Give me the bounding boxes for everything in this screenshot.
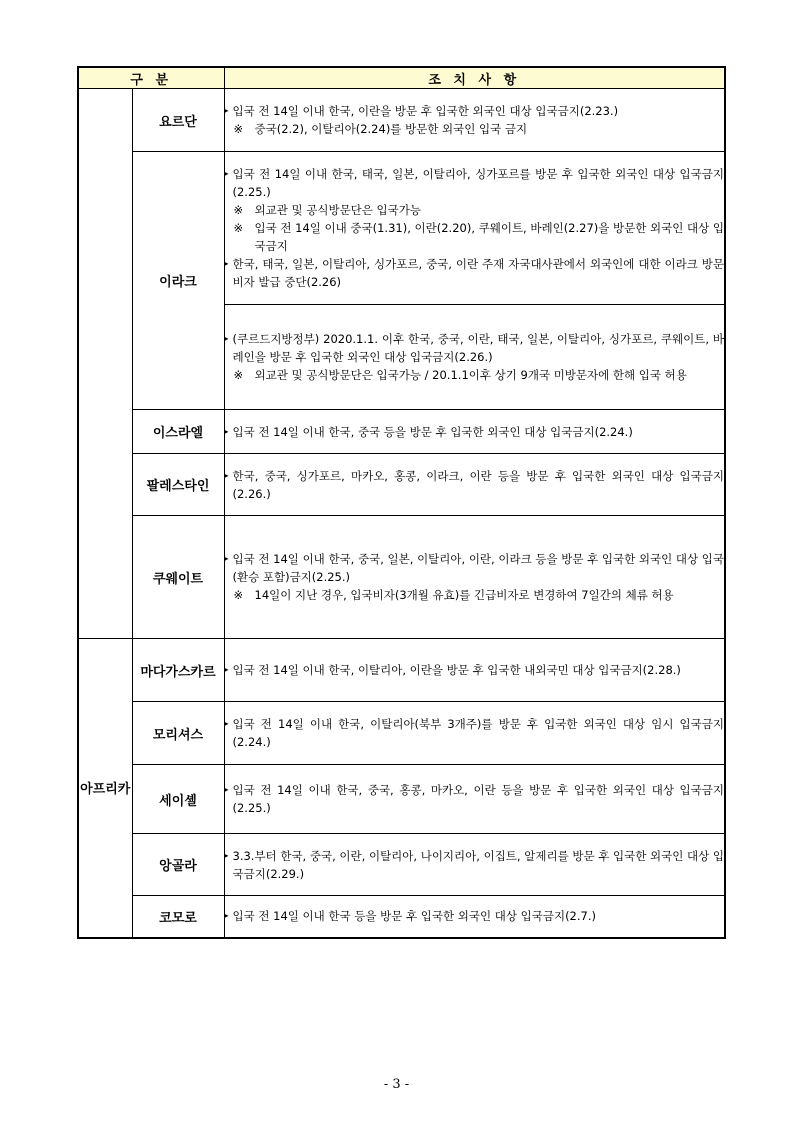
bullet-arrow-icon: ▸ — [224, 169, 229, 178]
measure-text: 입국 전 14일 이내 한국, 이탈리아(북부 3개주)를 방문 후 입국한 외국인 대상 임시 입국금지(2.24.) — [232, 717, 724, 749]
measure-bullet-item — [225, 165, 725, 201]
measure-text: 한국, 태국, 일본, 이탈리아, 싱가포르, 중국, 이란 주재 자국대사관에서 외국인에 대한 이라크 방문비자 발급 중단(2.26) — [232, 257, 724, 289]
measure-jordan — [224, 89, 725, 152]
measure-text: 입국 전 14일 이내 한국, 중국 등을 방문 후 입국한 외국인 대상 입국금지(2.24.) — [232, 424, 633, 439]
measure-text: 외교관 및 공식방문단은 입국가능 / 20.1.1이후 상기 9개국 미방문자에 한해 입국 허용 — [254, 368, 687, 382]
country-palestine: 팔레스타인 — [132, 454, 224, 516]
measure-angola — [224, 834, 725, 896]
measure-text: 입국 전 14일 이내 중국(1.31), 이란(2.20), 쿠웨이트, 바레인(2.27)을 방문한 외국인 대상 입국금지 — [254, 221, 724, 253]
measure-bullet-item — [225, 907, 725, 925]
measure-note-item — [225, 219, 725, 255]
table-row — [78, 516, 725, 639]
measure-bullet-item — [225, 467, 725, 503]
measure-text: 14일이 지난 경우, 입국비자(3개월 유효)를 긴급비자로 변경하여 7일간의 체류 허용 — [254, 588, 674, 602]
bullet-arrow-icon: ▸ — [224, 259, 229, 268]
country-israel: 이스라엘 — [132, 410, 224, 454]
reference-mark-icon: ※ — [233, 221, 244, 235]
country-seychelles: 세이셸 — [132, 765, 224, 834]
reference-mark-icon: ※ — [233, 368, 244, 382]
table-row — [78, 89, 725, 152]
measure-bullet-item — [225, 847, 725, 883]
country-jordan: 요르단 — [132, 89, 224, 152]
measure-mauritius — [224, 702, 725, 765]
table-row — [78, 834, 725, 896]
table-row — [78, 896, 725, 938]
reference-mark-icon: ※ — [233, 588, 244, 602]
measure-iraq-1 — [224, 152, 725, 305]
measure-text: (쿠르드지방정부) 2020.1.1. 이후 한국, 중국, 이란, 태국, 일본, 이탈리아, 싱가포르, 쿠웨이트, 바레인을 방문 후 입국한 외국인 대상 입국금지(2.26.) — [232, 332, 724, 364]
measure-bullet-item — [225, 661, 725, 679]
measure-iraq-2 — [224, 305, 725, 410]
measure-bullet-item — [225, 330, 725, 366]
region-cell-middle-east — [78, 89, 132, 639]
country-angola: 앙골라 — [132, 834, 224, 896]
measure-bullet-item — [225, 255, 725, 291]
measure-note-item — [225, 120, 725, 138]
country-kuwait: 쿠웨이트 — [132, 516, 224, 639]
measure-bullet-item — [225, 550, 725, 586]
bullet-arrow-icon: ▸ — [224, 850, 229, 860]
bullet-arrow-icon: ▸ — [224, 719, 229, 728]
measure-text: 한국, 중국, 싱가포르, 마카오, 홍콩, 이라크, 이란 등을 방문 후 입국한 외국인 대상 입국금지(2.26.) — [232, 468, 724, 501]
reference-mark-icon: ※ — [233, 122, 244, 136]
measure-note-item — [225, 586, 725, 604]
measure-text: 입국 전 14일 이내 한국, 이탈리아, 이란을 방문 후 입국한 내외국민 대상 입국금지(2.28.) — [232, 663, 681, 677]
measure-text: 3.3.부터 한국, 중국, 이란, 이탈리아, 나이지리아, 이집트, 알제리를 방문 후 입국한 외국인 대상 입국금지(2.29.) — [232, 848, 724, 881]
measure-seychelles — [224, 765, 725, 834]
measure-text: 외교관 및 공식방문단은 입국가능 — [254, 203, 421, 217]
measure-text: 중국(2.2), 이탈리아(2.24)를 방문한 외국인 입국 금지 — [254, 122, 528, 136]
measure-bullet-item — [225, 423, 725, 441]
table-row — [78, 702, 725, 765]
country-mauritius: 모리셔스 — [132, 702, 224, 765]
bullet-arrow-icon: ▸ — [224, 426, 229, 436]
table-header-row — [78, 67, 725, 89]
entry-restrictions-table — [77, 66, 726, 939]
table-row — [78, 410, 725, 454]
measure-kuwait — [224, 516, 725, 639]
measure-text: 입국 전 14일 이내 한국, 중국, 홍콩, 마카오, 이란 등을 방문 후 입국한 외국인 대상 입국금지(2.25.) — [232, 783, 724, 815]
table-row — [78, 639, 725, 702]
table-row — [78, 152, 725, 305]
reference-mark-icon: ※ — [233, 203, 244, 217]
measure-text: 입국 전 14일 이내 한국, 중국, 일본, 이탈리아, 이란, 이라크 등을 방문 후 입국한 외국인 대상 입국(환승 포함)금지(2.25.) — [232, 552, 724, 584]
measure-text: 입국 전 14일 이내 한국, 이란을 방문 후 입국한 외국인 대상 입국금지(2.23.) — [232, 104, 619, 118]
header-category: 구 분 — [78, 67, 224, 89]
page-number: - 3 - — [383, 1077, 410, 1092]
measure-bullet-item — [225, 102, 725, 120]
bullet-arrow-icon: ▸ — [224, 911, 229, 921]
country-madagascar: 마다가스카르 — [132, 639, 224, 702]
bullet-arrow-icon: ▸ — [224, 470, 229, 480]
measure-note-item — [225, 366, 725, 384]
header-measure: 조 치 사 항 — [224, 67, 725, 89]
measure-note-item — [225, 201, 725, 219]
country-comoros: 코모로 — [132, 896, 224, 938]
measure-madagascar — [224, 639, 725, 702]
country-iraq: 이라크 — [132, 152, 224, 410]
measure-text: 입국 전 14일 이내 한국, 태국, 일본, 이탈리아, 싱가포르를 방문 후 입국한 외국인 대상 입국금지(2.25.) — [232, 167, 724, 199]
bullet-arrow-icon: ▸ — [224, 554, 229, 563]
measure-bullet-item — [225, 715, 725, 751]
bullet-arrow-icon: ▸ — [224, 334, 229, 343]
measure-comoros — [224, 896, 725, 938]
bullet-arrow-icon: ▸ — [224, 106, 229, 115]
measure-israel — [224, 410, 725, 454]
table-row — [78, 454, 725, 516]
measure-text: 입국 전 14일 이내 한국 등을 방문 후 입국한 외국인 대상 입국금지(2.7.) — [232, 909, 596, 924]
table-row — [78, 765, 725, 834]
measure-bullet-item — [225, 781, 725, 817]
bullet-arrow-icon: ▸ — [224, 785, 229, 794]
bullet-arrow-icon: ▸ — [224, 665, 229, 674]
region-cell-africa: 아프리카 — [78, 639, 132, 938]
measure-palestine — [224, 454, 725, 516]
